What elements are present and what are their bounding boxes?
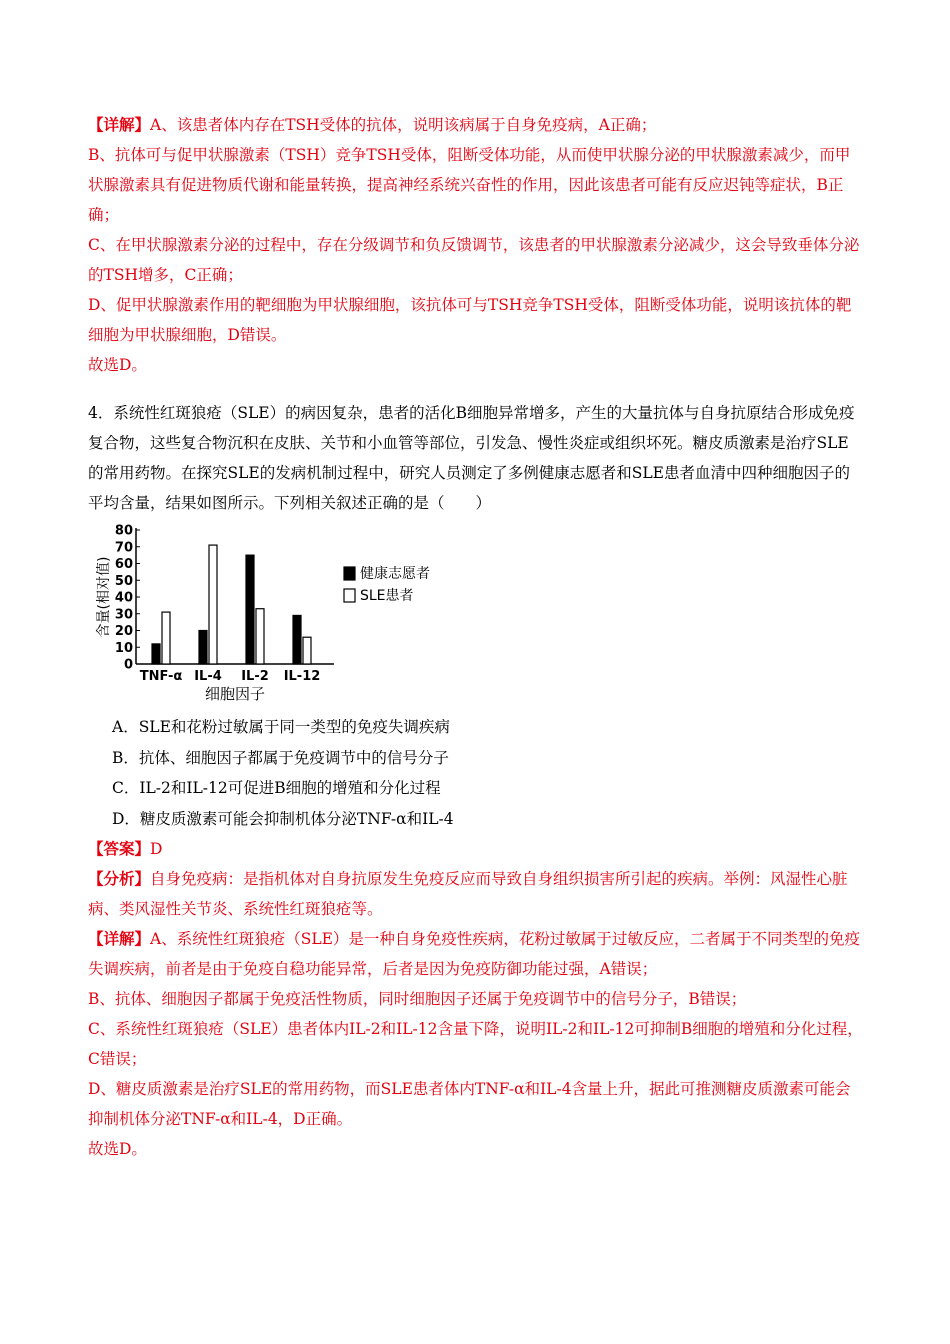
x-tick-label: IL-12 [283,669,321,684]
detail-paragraph-1a [88,110,864,140]
detail-paragraph-4d: D、糖皮质激素是治疗SLE的常用药物，而SLE患者体内TNF-α和IL-4含量上升，据此可推测糖皮质激素可能会抑制机体分泌TNF-α和IL-4，D正确。 [88,1080,851,1128]
detail-line-4a: A、系统性红斑狼疮（SLE）是一种自身免疫性疾病，花粉过敏属于过敏反应，二者属于不同类型的免疫失调疾病，前者是由于免疫自稳功能异常，后者是因为免疫防御功能过强，A错误； [88,930,860,978]
y-tick-label: 70 [114,540,133,556]
bar-healthy-0 [152,644,160,664]
answer-value: D [150,840,163,858]
x-tick-label: IL-4 [194,669,222,684]
y-tick-label: 10 [114,640,133,656]
detail-paragraph-1d: D、促甲状腺激素作用的靶细胞为甲状腺细胞，该抗体可与TSH竞争TSH受体，阻断受体功能，说明该抗体的靶细胞为甲状腺细胞，D错误。 [88,296,852,344]
y-tick-label: 0 [123,657,133,673]
answer-line [88,834,864,864]
option-a: A．SLE和花粉过敏属于同一类型的免疫失调疾病 [112,718,450,736]
y-axis-label: 含量(相对值) [96,556,112,638]
bar-healthy-3 [293,615,301,664]
bar-sle-3 [303,637,311,664]
bar-chart [88,522,468,708]
question-4-stem: 4．系统性红斑狼疮（SLE）的病因复杂，患者的活化B细胞异常增多，产生的大量抗体与自身抗原结合形成免疫复合物，这些复合物沉积在皮肤、关节和小血管等部位，引发急、慢性炎症或组织坏死。糖皮质激素是治疗SLE的常用药物。在探究SLE的发病机制过程中，研究人员测定了多例健康志愿者和SLE患者血清中四种细胞因子的平均含量，结果如图所示。下列相关叙述正确的是（ ） [88,404,855,512]
conclusion-1: 故选D。 [88,356,147,374]
x-axis-label: 细胞因子 [204,685,266,703]
y-tick-label: 20 [114,624,133,639]
y-tick-label: 80 [114,523,133,539]
detail-label-4: 【详解】 [88,929,151,948]
answer-label: 【答案】 [88,839,151,858]
detail-paragraph-4b: B、抗体、细胞因子都属于免疫活性物质，同时细胞因子还属于免疫调节中的信号分子，B错误； [88,990,747,1008]
option-d: D．糖皮质激素可能会抑制机体分泌TNF-α和IL-4 [112,809,454,828]
legend-swatch-0 [344,567,355,580]
y-tick-label: 30 [114,607,133,623]
legend-swatch-1 [344,589,355,602]
bar-healthy-1 [199,631,207,665]
bar-sle-0 [162,612,170,664]
analysis-label: 【分析】 [88,869,151,888]
bar-sle-2 [256,609,264,664]
legend-label-1: SLE患者 [360,588,414,604]
page-content [88,110,864,1164]
detail-label: 【详解】 [88,115,151,134]
detail-line: A、该患者体内存在TSH受体的抗体，说明该病属于自身免疫病，A正确； [150,116,657,134]
option-c: C．IL-2和IL-12可促进B细胞的增殖和分化过程 [112,779,441,797]
detail-paragraph-1c: C、在甲状腺激素分泌的过程中，存在分级调节和负反馈调节，该患者的甲状腺激素分泌减少，这会导致垂体分泌的TSH增多，C正确； [88,236,860,284]
conclusion-4: 故选D。 [88,1140,147,1158]
x-tick-label: IL-2 [241,669,269,684]
y-tick-label: 60 [114,557,133,572]
option-b: B．抗体、细胞因子都属于免疫调节中的信号分子 [112,748,449,767]
y-tick-label: 50 [114,573,133,589]
detail-paragraph-4c: C、系统性红斑狼疮（SLE）患者体内IL-2和IL-12含量下降，说明IL-2和IL-12可抑制B细胞的增殖和分化过程，C错误； [88,1020,863,1068]
bar-healthy-2 [246,555,254,664]
bar-chart-svg [88,522,468,708]
x-tick-label: TNF-α [139,669,183,684]
chart-legend [344,565,430,604]
analysis-paragraph [88,864,864,924]
bar-sle-1 [209,545,217,664]
legend-label-0: 健康志愿者 [360,566,430,582]
y-tick-label: 40 [114,590,133,606]
chart-bars [152,545,311,664]
detail-paragraph-4a [88,924,864,984]
analysis-text: 自身免疫病：是指机体对自身抗原发生免疫反应而导致自身组织损害所引起的疾病。举例：风湿性心脏病、类风湿性关节炎、系统性红斑狼疮等。 [88,870,848,918]
detail-paragraph-1b: B、抗体可与促甲状腺激素（TSH）竞争TSH受体，阻断受体功能，从而使甲状腺分泌的甲状腺激素减少，而甲状腺激素具有促进物质代谢和能量转换，提高神经系统兴奋性的作用，因此该患者可能有反应迟钝等症状，B正确； [88,146,851,224]
